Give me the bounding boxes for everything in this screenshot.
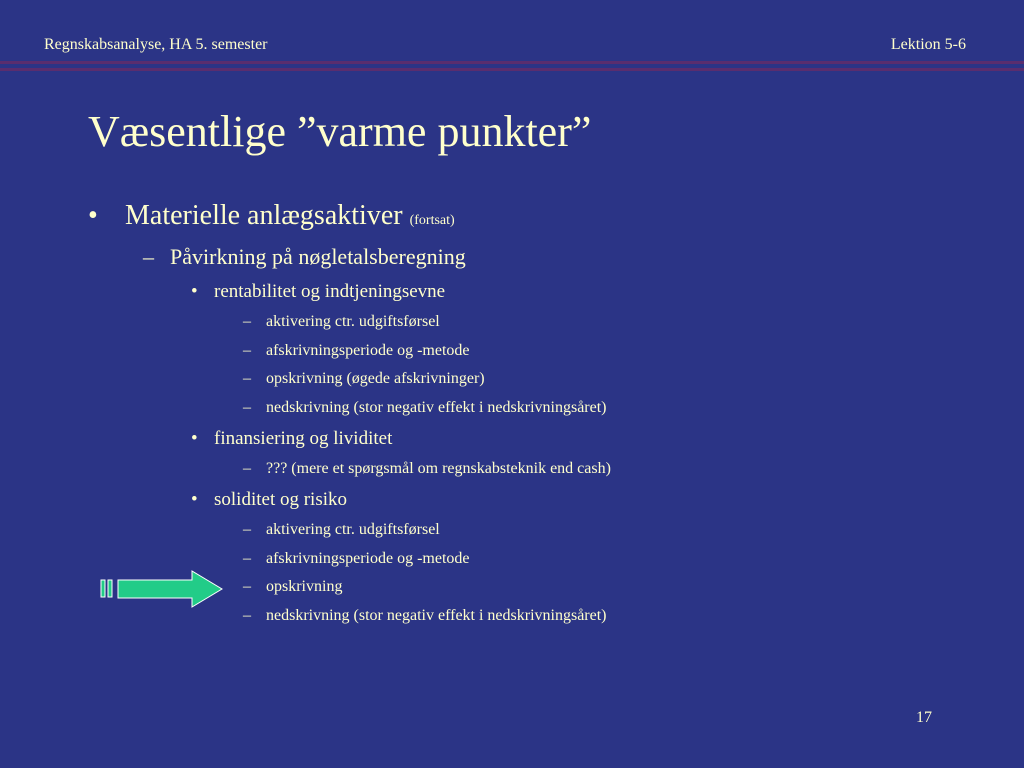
list-item-text: opskrivning (øgede afskrivninger) [266, 370, 485, 387]
list-item-text: aktivering ctr. udgiftsførsel [266, 313, 440, 330]
bullet-sub-text: Påvirkning på nøgletalsberegning [170, 244, 466, 269]
dash-marker: – [243, 578, 251, 595]
header-lecture-label: Lektion 5-6 [890, 36, 966, 53]
group-label: finansiering og lividitet [214, 428, 393, 449]
bullet-marker: • [88, 200, 98, 231]
dash-marker: – [243, 460, 251, 477]
dash-marker: – [243, 313, 251, 330]
bullet-marker: • [191, 428, 198, 449]
bullet-marker: • [191, 489, 198, 510]
right-arrow-icon [100, 570, 224, 608]
dash-marker: – [243, 370, 251, 387]
slide-title: Væsentlige ”varme punkter” [88, 107, 592, 156]
dash-marker: – [143, 244, 154, 269]
header-divider-top [0, 61, 1024, 64]
list-item-text: opskrivning [266, 578, 343, 595]
dash-marker: – [243, 342, 251, 359]
list-item-text: afskrivningsperiode og -metode [266, 342, 470, 359]
dash-marker: – [243, 550, 251, 567]
dash-marker: – [243, 399, 251, 416]
group-label: soliditet og risiko [214, 489, 347, 510]
dash-marker: – [243, 607, 251, 624]
page-number: 17 [916, 709, 932, 726]
header-divider-bottom [0, 68, 1024, 71]
header-course-title: Regnskabsanalyse, HA 5. semester [44, 36, 268, 53]
list-item-text: aktivering ctr. udgiftsførsel [266, 521, 440, 538]
list-item-text: afskrivningsperiode og -metode [266, 550, 470, 567]
list-item-text: nedskrivning (stor negativ effekt i nedskrivningsåret) [266, 607, 607, 624]
bullet-main-note: (fortsat) [409, 213, 455, 228]
bullet-main-text: Materielle anlægsaktiver [125, 200, 403, 231]
bullet-marker: • [191, 281, 198, 302]
list-item-text: ??? (mere et spørgsmål om regnskabsteknik end cash) [266, 460, 611, 477]
list-item-text: nedskrivning (stor negativ effekt i nedskrivningsåret) [266, 399, 607, 416]
group-label: rentabilitet og indtjeningsevne [214, 281, 446, 302]
dash-marker: – [243, 521, 251, 538]
